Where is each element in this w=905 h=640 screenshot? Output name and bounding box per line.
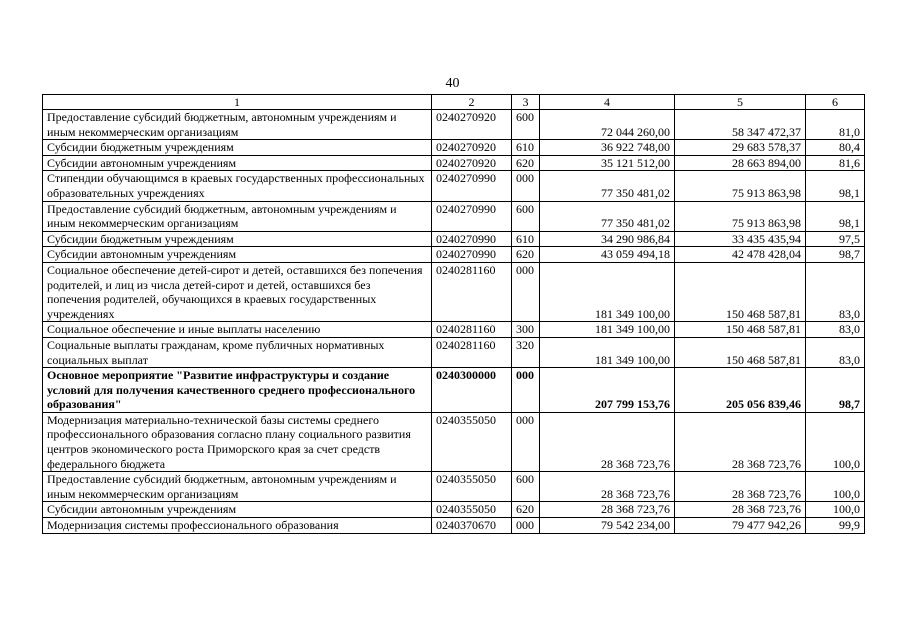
row-actual-amount: 205 056 839,46	[675, 368, 806, 413]
row-expense-type: 320	[512, 337, 540, 367]
row-description: Субсидии автономным учреждениям	[43, 502, 432, 518]
row-actual-amount: 28 368 723,76	[675, 412, 806, 471]
row-expense-type: 620	[512, 247, 540, 263]
header-cell-5: 5	[675, 95, 806, 110]
row-target-code: 0240270920	[432, 155, 512, 171]
row-expense-type: 620	[512, 155, 540, 171]
row-target-code: 0240281160	[432, 262, 512, 321]
row-planned-amount: 207 799 153,76	[540, 368, 675, 413]
row-planned-amount: 28 368 723,76	[540, 502, 675, 518]
row-actual-amount: 58 347 472,37	[675, 110, 806, 140]
row-execution-percent: 81,6	[806, 155, 865, 171]
row-target-code: 0240270990	[432, 231, 512, 247]
row-execution-percent: 100,0	[806, 502, 865, 518]
table-row	[43, 322, 865, 338]
row-actual-amount: 29 683 578,37	[675, 140, 806, 156]
row-actual-amount: 150 468 587,81	[675, 322, 806, 338]
row-execution-percent: 98,1	[806, 201, 865, 231]
row-expense-type: 620	[512, 502, 540, 518]
row-planned-amount: 77 350 481,02	[540, 201, 675, 231]
table-row	[43, 412, 865, 471]
row-description: Модернизация материально-технической базы системы среднего профессионального образования согласно плану социального развития центров экономического роста Приморского края за счет средств федерального бюджета	[43, 412, 432, 471]
row-execution-percent: 99,9	[806, 518, 865, 534]
row-target-code: 0240355050	[432, 502, 512, 518]
row-description: Субсидии автономным учреждениям	[43, 155, 432, 171]
row-actual-amount: 75 913 863,98	[675, 201, 806, 231]
row-actual-amount: 75 913 863,98	[675, 171, 806, 201]
row-actual-amount: 79 477 942,26	[675, 518, 806, 534]
row-execution-percent: 98,7	[806, 368, 865, 413]
header-cell-2: 2	[432, 95, 512, 110]
row-execution-percent: 97,5	[806, 231, 865, 247]
row-actual-amount: 33 435 435,94	[675, 231, 806, 247]
row-planned-amount: 34 290 986,84	[540, 231, 675, 247]
row-target-code: 0240370670	[432, 518, 512, 534]
row-expense-type: 000	[512, 412, 540, 471]
table-row	[43, 337, 865, 367]
table-row	[43, 171, 865, 201]
row-description: Социальное обеспечение и иные выплаты населению	[43, 322, 432, 338]
table-header-row	[43, 95, 865, 110]
row-planned-amount: 79 542 234,00	[540, 518, 675, 534]
row-execution-percent: 98,1	[806, 171, 865, 201]
row-planned-amount: 35 121 512,00	[540, 155, 675, 171]
table-row	[43, 502, 865, 518]
header-cell-6: 6	[806, 95, 865, 110]
row-description: Социальное обеспечение детей-сирот и детей, оставшихся без попечения родителей, и лиц из числа детей-сирот и детей, оставшихся без попечения родителей, обучающихся в краевых государственных учреждениях	[43, 262, 432, 321]
row-target-code: 0240355050	[432, 412, 512, 471]
row-expense-type: 300	[512, 322, 540, 338]
table-row	[43, 472, 865, 502]
row-planned-amount: 72 044 260,00	[540, 110, 675, 140]
row-target-code: 0240281160	[432, 337, 512, 367]
row-expense-type: 600	[512, 201, 540, 231]
row-target-code: 0240270990	[432, 247, 512, 263]
row-description: Субсидии бюджетным учреждениям	[43, 140, 432, 156]
row-expense-type: 000	[512, 368, 540, 413]
table-row	[43, 110, 865, 140]
row-expense-type: 610	[512, 140, 540, 156]
row-planned-amount: 43 059 494,18	[540, 247, 675, 263]
row-description: Модернизация системы профессионального образования	[43, 518, 432, 534]
budget-table	[42, 94, 865, 534]
row-target-code: 0240270920	[432, 140, 512, 156]
row-planned-amount: 28 368 723,76	[540, 472, 675, 502]
row-target-code: 0240270920	[432, 110, 512, 140]
table-row	[43, 140, 865, 156]
row-expense-type: 600	[512, 472, 540, 502]
row-planned-amount: 77 350 481,02	[540, 171, 675, 201]
row-execution-percent: 83,0	[806, 262, 865, 321]
header-cell-4: 4	[540, 95, 675, 110]
row-actual-amount: 28 663 894,00	[675, 155, 806, 171]
row-expense-type: 000	[512, 171, 540, 201]
row-planned-amount: 181 349 100,00	[540, 322, 675, 338]
row-actual-amount: 42 478 428,04	[675, 247, 806, 263]
row-expense-type: 610	[512, 231, 540, 247]
table-body	[43, 95, 865, 534]
row-description: Субсидии автономным учреждениям	[43, 247, 432, 263]
row-planned-amount: 28 368 723,76	[540, 412, 675, 471]
row-description: Предоставление субсидий бюджетным, автономным учреждениям и иным некоммерческим организациям	[43, 110, 432, 140]
row-expense-type: 000	[512, 262, 540, 321]
row-execution-percent: 100,0	[806, 472, 865, 502]
row-target-code: 0240355050	[432, 472, 512, 502]
row-planned-amount: 181 349 100,00	[540, 262, 675, 321]
row-planned-amount: 181 349 100,00	[540, 337, 675, 367]
row-target-code: 0240281160	[432, 322, 512, 338]
table-row	[43, 155, 865, 171]
row-description: Социальные выплаты гражданам, кроме публичных нормативных социальных выплат	[43, 337, 432, 367]
table-row	[43, 368, 865, 413]
row-execution-percent: 100,0	[806, 412, 865, 471]
row-target-code: 0240270990	[432, 171, 512, 201]
row-description: Предоставление субсидий бюджетным, автономным учреждениям и иным некоммерческим организациям	[43, 201, 432, 231]
row-execution-percent: 98,7	[806, 247, 865, 263]
row-target-code: 0240270990	[432, 201, 512, 231]
row-planned-amount: 36 922 748,00	[540, 140, 675, 156]
row-target-code: 0240300000	[432, 368, 512, 413]
row-execution-percent: 81,0	[806, 110, 865, 140]
table-row	[43, 262, 865, 321]
row-actual-amount: 150 468 587,81	[675, 337, 806, 367]
row-description: Предоставление субсидий бюджетным, автономным учреждениям и иным некоммерческим организациям	[43, 472, 432, 502]
row-execution-percent: 83,0	[806, 337, 865, 367]
table-row	[43, 201, 865, 231]
table-row	[43, 518, 865, 534]
row-description: Стипендии обучающимся в краевых государственных профессиональных образовательных учреждениях	[43, 171, 432, 201]
row-execution-percent: 80,4	[806, 140, 865, 156]
table-row	[43, 231, 865, 247]
row-actual-amount: 150 468 587,81	[675, 262, 806, 321]
header-cell-3: 3	[512, 95, 540, 110]
row-expense-type: 000	[512, 518, 540, 534]
row-description: Основное мероприятие "Развитие инфраструктуры и создание условий для получения качественного среднего профессионального образования"	[43, 368, 432, 413]
row-actual-amount: 28 368 723,76	[675, 502, 806, 518]
page-number: 40	[445, 76, 460, 91]
table-row	[43, 247, 865, 263]
row-description: Субсидии бюджетным учреждениям	[43, 231, 432, 247]
row-expense-type: 600	[512, 110, 540, 140]
row-actual-amount: 28 368 723,76	[675, 472, 806, 502]
row-execution-percent: 83,0	[806, 322, 865, 338]
header-cell-1: 1	[43, 95, 432, 110]
